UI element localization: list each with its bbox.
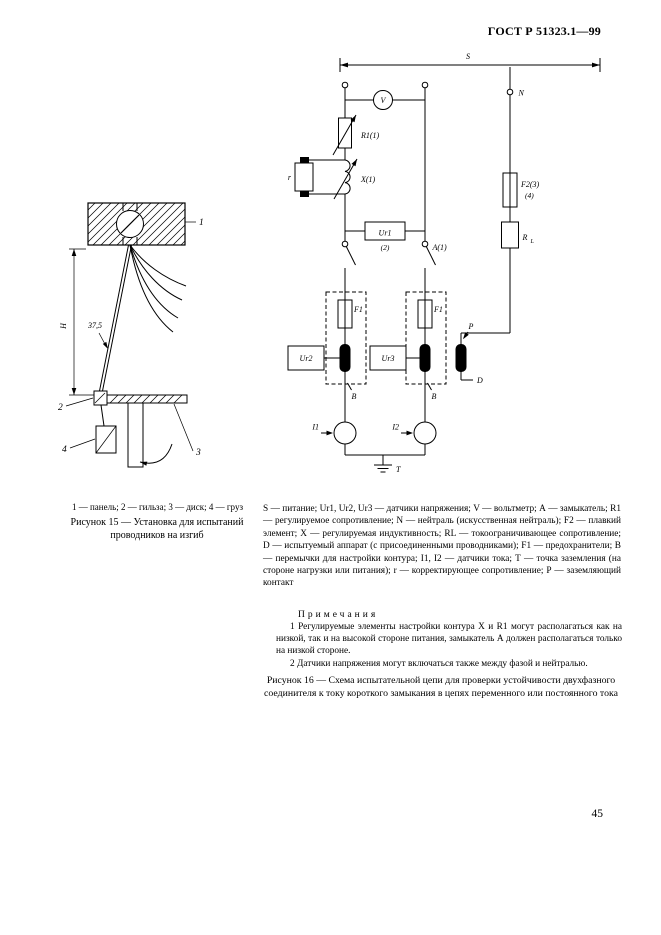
label-f2-num: (4) — [525, 191, 534, 200]
voltage-sensor-ur1 — [345, 222, 425, 252]
panel-block — [88, 203, 185, 245]
label-37-5: 37,5 — [88, 321, 102, 330]
supply-dimension — [340, 52, 600, 72]
notes-section — [276, 610, 622, 670]
shaft — [128, 403, 143, 467]
label-p: Р — [468, 322, 474, 331]
label-i2: I2 — [392, 422, 399, 432]
label-a1: A(1) — [432, 243, 447, 252]
earthing-contact — [456, 322, 484, 385]
label-h: H — [59, 323, 68, 329]
label-part-4: 4 — [62, 445, 67, 455]
figure16-circuit-diagram — [262, 48, 627, 503]
figure15-parts-list: 1 — панель; 2 — гильза; 3 — диск; 4 — груз — [71, 502, 243, 512]
inductor-x — [334, 159, 376, 199]
label-r: r — [287, 173, 291, 182]
label-f1-left: F1 — [354, 305, 363, 314]
note-2: 2 Датчики напряжения могут включаться также между фазой и нейтралью. — [290, 659, 588, 669]
resistor-r1 — [333, 115, 380, 155]
note-1: 1 Регулируемые элементы настройки контура X и R1 могут располагаться как на низкой, так и на высокой стороне питания, замыкатель А должен располагаться только на низкой стороне. — [276, 622, 622, 656]
label-n: N — [518, 88, 524, 98]
label-part-2: 2 — [58, 403, 63, 413]
neutral-terminal — [507, 67, 524, 98]
label-ur3: Ur3 — [381, 354, 395, 363]
label-ur2: Ur2 — [299, 354, 313, 363]
clamp-sleeve — [94, 391, 107, 405]
weight — [96, 405, 116, 453]
label-rl-sub: L — [530, 239, 534, 245]
label-s: S — [466, 52, 470, 61]
label-i1: I1 — [312, 422, 319, 432]
figure16-legend: S — питание; Ur1, Ur2, Ur3 — датчики напряжения; V — вольтметр; А — замыкатель; R1 — регулируемое сопротивление; N — нейтраль (искусственная нейтраль); F2 — плавкий элемент; X — регулируемая индуктивность; RL — токоограничивающее сопротивление; D — испытуемый аппарат (с присоединенными проводниками); F1 — предохранители; В — перемычки для настройки контура; I1, I2 — датчики тока; Т — точка заземления (на стороне нагрузки или питания); r — корректирующее сопротивление; Р — заземляющий контакт — [263, 504, 621, 589]
label-r1: R1(1) — [361, 131, 380, 140]
voltage-sensor-ur2 — [288, 346, 340, 370]
notes-title: Примечания — [298, 610, 379, 620]
ground-point — [345, 444, 425, 474]
label-f1-right: F1 — [434, 305, 443, 314]
label-v: V — [380, 96, 386, 105]
page-number: 45 — [591, 808, 603, 820]
figure16-caption: Рисунок 16 — Схема испытательной цепи для проверки устойчивости двухфазного соединителя к току короткого замыкания в цепях переменного или постоянного тока — [264, 675, 618, 699]
label-t: Т — [396, 465, 401, 474]
doc-number: ГОСТ Р 51323.1—99 — [487, 24, 601, 38]
rotation-arrow — [140, 444, 172, 466]
label-rl: R — [522, 233, 528, 242]
conductor-wires — [99, 245, 187, 396]
label-x: X(1) — [361, 175, 376, 184]
label-ur1-num: (2) — [380, 243, 390, 252]
label-f2: F2(3) — [521, 180, 540, 189]
label-d: D — [477, 376, 483, 385]
figure15-caption: Рисунок 15 — Установка для испытаний проводников на изгиб — [70, 517, 244, 541]
test-apparatus-left — [326, 292, 366, 401]
label-b-right: В — [431, 392, 437, 401]
resistor-r — [288, 157, 345, 197]
label-part-1: 1 — [199, 218, 204, 228]
label-part-3: 3 — [196, 448, 201, 458]
label-b-left: В — [351, 392, 357, 401]
left-phase-wire — [345, 88, 425, 241]
voltage-sensor-ur3 — [370, 346, 420, 370]
neutral-branch — [461, 95, 540, 344]
phase-terminals — [342, 82, 428, 88]
label-ur1: Ur1 — [378, 228, 392, 238]
switch-a — [342, 241, 447, 292]
test-apparatus-right — [406, 292, 446, 401]
figure15-bending-rig-diagram — [52, 196, 262, 496]
current-sensors — [311, 372, 436, 444]
voltmeter — [345, 91, 425, 110]
dimension-37-5 — [87, 321, 108, 349]
